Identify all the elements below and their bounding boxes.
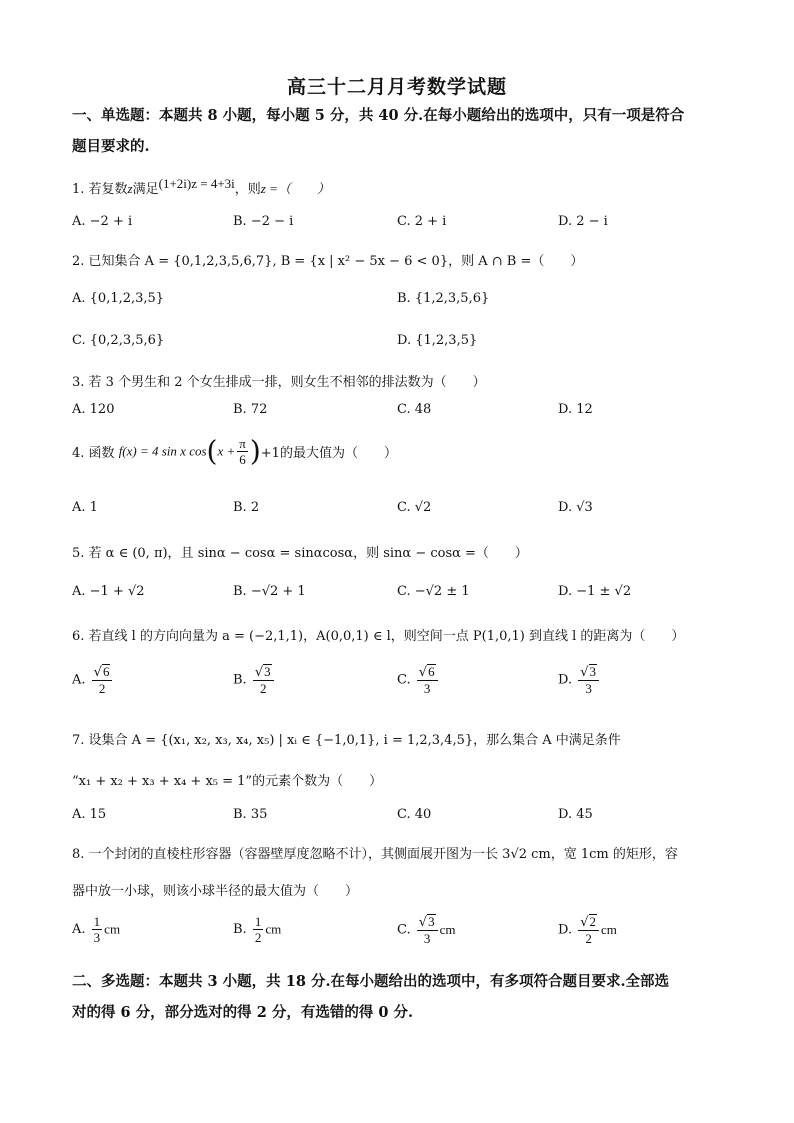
section-header-line: 一、单选题：本题共 8 小题，每小题 5 分，共 40 分.在每小题给出的选项中，只有一项是符合 <box>72 107 685 124</box>
question-2-option-b: B. {1,2,3,5,6} <box>397 291 490 306</box>
question-8-option-d: D. $\frac{√2}{2}$ cm <box>558 914 617 946</box>
section-header-line: 对的得 6 分，部分选对的得 2 分，有选错的得 0 分. <box>72 1004 414 1021</box>
question-5-option-b: B. −√2 + 1 <box>233 584 306 599</box>
question-5-option-d: D. −1 ± √2 <box>558 584 632 599</box>
question-3-option-d: D. 12 <box>558 402 593 417</box>
question-4-option-d: D. √3 <box>558 500 593 515</box>
question-2-option-c: C. {0,2,3,5,6} <box>72 333 165 348</box>
question-5-option-c: C. −√2 ± 1 <box>397 584 470 599</box>
question-3-option-a: A. 120 <box>72 402 115 417</box>
question-7-option-a: A. 15 <box>72 807 107 822</box>
question-8-option-c: C. $\frac{√3}{3}$ cm <box>397 914 456 946</box>
question-1-option-b: B. −2 − i <box>233 214 294 229</box>
section-single-choice-header <box>72 100 727 162</box>
question-5-stem: 5. 若 α ∈ (0, π)，且 sinα − cosα = sinαcosα，则 sinα − cosα =（ ） <box>72 546 528 561</box>
question-1-option-c: C. 2 + i <box>397 214 447 229</box>
question-7-option-b: B. 35 <box>233 807 268 822</box>
question-7-option-c: C. 40 <box>397 807 432 822</box>
question-7-stem-line2: “x₁ + x₂ + x₃ + x₄ + x₅ = 1”的元素个数为（ ） <box>72 774 383 789</box>
pi-over-six-fraction: $\frac{\pi}{6}$ <box>239 436 246 467</box>
question-1-stem: 1. 若复数z满足(1+2i)z = 4+3i，则z =（ ） <box>72 176 330 197</box>
question-6-option-c: C. $\frac{√6}{3}$ <box>397 664 440 696</box>
question-8-stem-line2: 器中放一小球，则该小球半径的最大值为（ ） <box>72 884 359 899</box>
question-8-option-b: B. $\frac{1}{2}$ cm <box>233 914 282 945</box>
question-7-stem-line1: 7. 设集合 A = {(x₁, x₂, x₃, x₄, x₅) | xᵢ ∈ {−1,0,1}, i = 1,2,3,4,5}，那么集合 A 中满足条件 <box>72 733 621 748</box>
question-3-option-c: C. 48 <box>397 402 432 417</box>
page-title: 高三十二月月考数学试题 <box>286 76 507 98</box>
section-multi-choice-header <box>72 966 727 1028</box>
section-header-line: 题目要求的. <box>72 138 150 155</box>
question-3-option-b: B. 72 <box>233 402 268 417</box>
question-8-stem-line1: 8. 一个封闭的直棱柱形容器（容器壁厚度忽略不计），其侧面展开图为一长 3√2 cm，宽 1cm 的矩形，容 <box>72 847 678 862</box>
question-6-option-d: D. $\frac{√3}{3}$ <box>558 664 601 696</box>
question-6-option-b: B. $\frac{√3}{2}$ <box>233 664 276 696</box>
question-6-stem: 6. 若直线 l 的方向向量为 a = (−2,1,1)，A(0,0,1) ∈ l，则空间一点 P(1,0,1) 到直线 l 的距离为（ ） <box>72 629 685 644</box>
question-2-stem: 2. 已知集合 A = {0,1,2,3,5,6,7}, B = {x | x² − 5x − 6 < 0}，则 A ∩ B =（ ） <box>72 254 584 269</box>
question-6-option-a: A. $\frac{√6}{2}$ <box>72 664 114 696</box>
question-1-option-a: A. −2 + i <box>72 214 133 229</box>
question-1-option-d: D. 2 − i <box>558 214 608 229</box>
question-4-option-b: B. 2 <box>233 500 260 515</box>
question-2-option-d: D. {1,2,3,5} <box>397 333 478 348</box>
question-8-option-a: A. $\frac{1}{3}$ cm <box>72 914 121 945</box>
question-4-option-a: A. 1 <box>72 500 98 515</box>
question-4-option-c: C. √2 <box>397 500 432 515</box>
question-2-option-a: A. {0,1,2,3,5} <box>72 291 165 306</box>
question-5-option-a: A. −1 + √2 <box>72 584 145 599</box>
question-7-option-d: D. 45 <box>558 807 593 822</box>
question-4-stem: 4. 函数 f(x) = 4 sin x cos(x + $\frac{\pi}{6}$ )+1的最大值为（ ） <box>72 434 397 468</box>
question-3-stem: 3. 若 3 个男生和 2 个女生排成一排，则女生不相邻的排法数为（ ） <box>72 375 486 390</box>
section-header-line: 二、多选题：本题共 3 小题，共 18 分.在每小题给出的选项中，有多项符合题目要求.全部选 <box>72 973 670 990</box>
